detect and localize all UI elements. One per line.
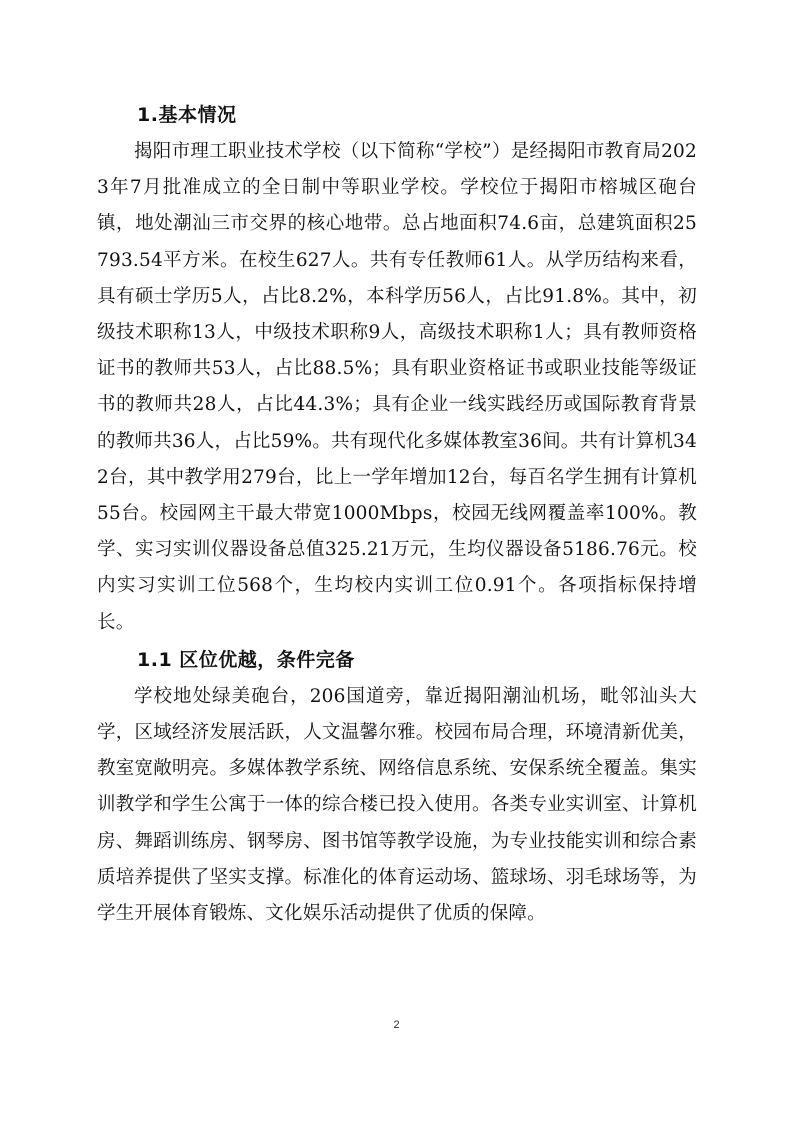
- page-content: [97, 96, 697, 932]
- section-heading-location: 1.1 区位优越，条件完备: [137, 648, 355, 671]
- page-number: 2: [393, 1019, 400, 1031]
- paragraph-location: 学校地处绿美砲台，206国道旁，靠近揭阳潮汕机场，毗邻汕头大学，区域经济发展活跃，人文温馨尔雅。校园布局合理，环境清新优美，教室宽敞明亮。多媒体教学系统、网络信息系统、安保系统全覆盖。集实训教学和学生公寓于一体的综合楼已投入使用。各类专业实训室、计算机房、舞蹈训练房、钢琴房、图书馆等教学设施，为专业技能实训和综合素质培养提供了坚实支撑。标准化的体育运动场、篮球场、羽毛球场等，为学生开展体育锻炼、文化娱乐活动提供了优质的保障。: [97, 685, 697, 925]
- paragraph-basic-info: 揭阳市理工职业技术学校（以下简称“学校”）是经揭阳市教育局2023年7月批准成立的全日制中等职业学校。学校位于揭阳市榕城区砲台镇，地处潮汕三市交界的核心地带。总占地面积74.6亩，总建筑面积25793.54平方米。在校生627人。共有专任教师61人。从学历结构来看，具有硕士学历5人，占比8.2%，本科学历56人，占比91.8%。其中，初级技术职称13人，中级技术职称9人，高级技术职称1人；具有教师资格证书的教师共53人，占比88.5%；具有职业资格证书或职业技能等级证书的教师共28人，占比44.3%；具有企业一线实践经历或国际教育背景的教师共36人，占比59%。共有现代化多媒体教室36间。共有计算机342台，其中教学用279台，比上一学年增加12台，每百名学生拥有计算机55台。校园网主干最大带宽1000Mbps，校园无线网覆盖率100%。教学、实习实训仪器设备总值325.21万元，生均仪器设备5186.76元。校内实习实训工位568个，生均校内实训工位0.91个。各项指标保持增长。: [97, 141, 697, 633]
- section-heading-basic-info: 1.基本情况: [137, 104, 237, 126]
